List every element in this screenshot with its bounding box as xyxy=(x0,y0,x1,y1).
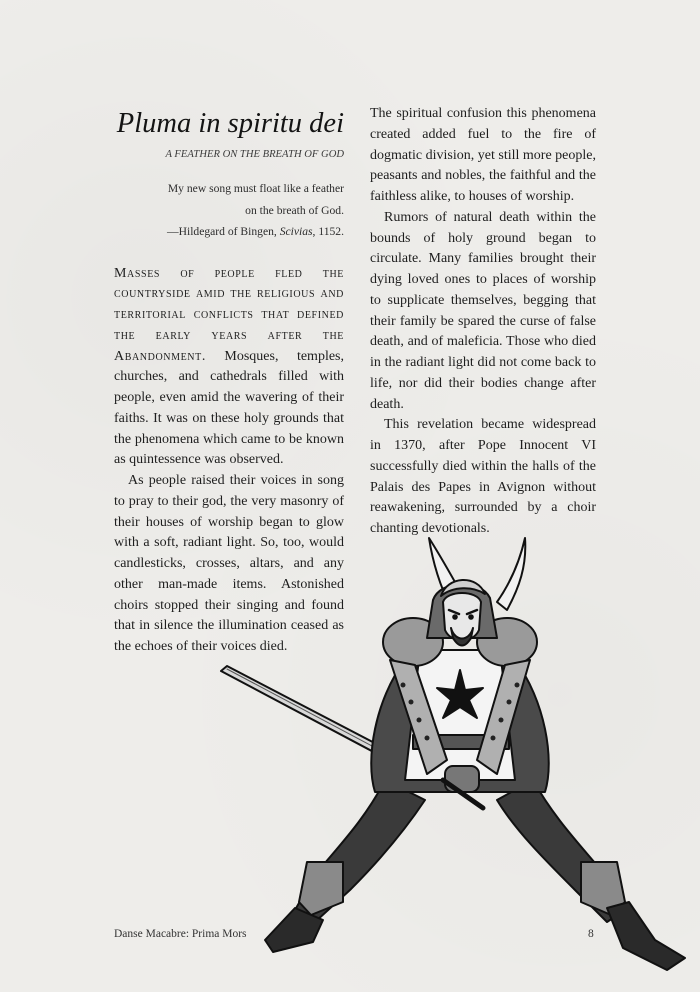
left-greave xyxy=(299,862,343,915)
right-horn xyxy=(497,538,525,610)
right-eye xyxy=(469,615,473,619)
lead-in-smallcaps: Masses of people fled the countryside amid the religious and territorial conflicts that defined the early years after the Abandonment. xyxy=(114,265,344,364)
paragraph: As people raised their voices in song to pray to their god, the very masonry of their houses of worship began to glow with a soft, radiant light. So, too, would candlesticks, crosses, altars, and any other man-made items. Astonished choirs stopped their singing and found that in silence the illumination ceased as the echoes of their voices died. xyxy=(114,473,344,654)
paragraph: Rumors of natural death within the bounds of holy ground began to circulate. Many families brought their dying loved ones to places of worship to supplicate themselves, begging that their family be spared the curse of false death, and of maleficia. Those who died in the radiant light did not come back to life, nor did their bodies change after death. xyxy=(370,209,596,412)
epigraph-attribution xyxy=(114,221,344,243)
epigraph-line-2: on the breath of God. xyxy=(245,203,344,217)
attribution-year: , 1152. xyxy=(312,225,344,238)
right-column xyxy=(370,104,596,540)
running-footer-title: Danse Macabre: Prima Mors xyxy=(114,928,247,940)
face xyxy=(443,593,481,641)
paragraph-text: Mosques, temples, churches, and cathedrals filled with people, even amid the wavering of their faiths. It was on these holy grounds that the phenomena which came to be known as quintessence was observed. xyxy=(114,348,344,468)
paragraph: The spiritual confusion this phenomena created added fuel to the fire of dogmatic division, yet still more people, peasants and nobles, the faithful and the faithless alike, to houses of worship. xyxy=(370,106,596,204)
epigraph-line-1: My new song must float like a feather xyxy=(167,182,344,195)
horned-knight-illustration xyxy=(215,530,700,980)
attribution-author: —Hildegard of Bingen, xyxy=(167,225,280,238)
epigraph xyxy=(114,178,344,243)
gauntlets xyxy=(445,766,479,792)
left-eye xyxy=(453,615,457,619)
page-number: 8 xyxy=(588,928,594,940)
paragraph xyxy=(114,264,344,472)
attribution-work: Scivias xyxy=(279,225,313,238)
right-boot xyxy=(607,902,685,970)
paragraph: This revelation became widespread in 1370, after Pope Innocent VI successfully died within the halls of the Palais des Papes in Avignon without reawakening, surrounded by a choir chanting devotionals. xyxy=(370,417,596,536)
right-body-text xyxy=(370,104,596,540)
chapter-title: Pluma in spiritu dei xyxy=(116,108,344,139)
chapter-subtitle: A FEATHER ON THE BREATH OF GOD xyxy=(165,149,344,160)
